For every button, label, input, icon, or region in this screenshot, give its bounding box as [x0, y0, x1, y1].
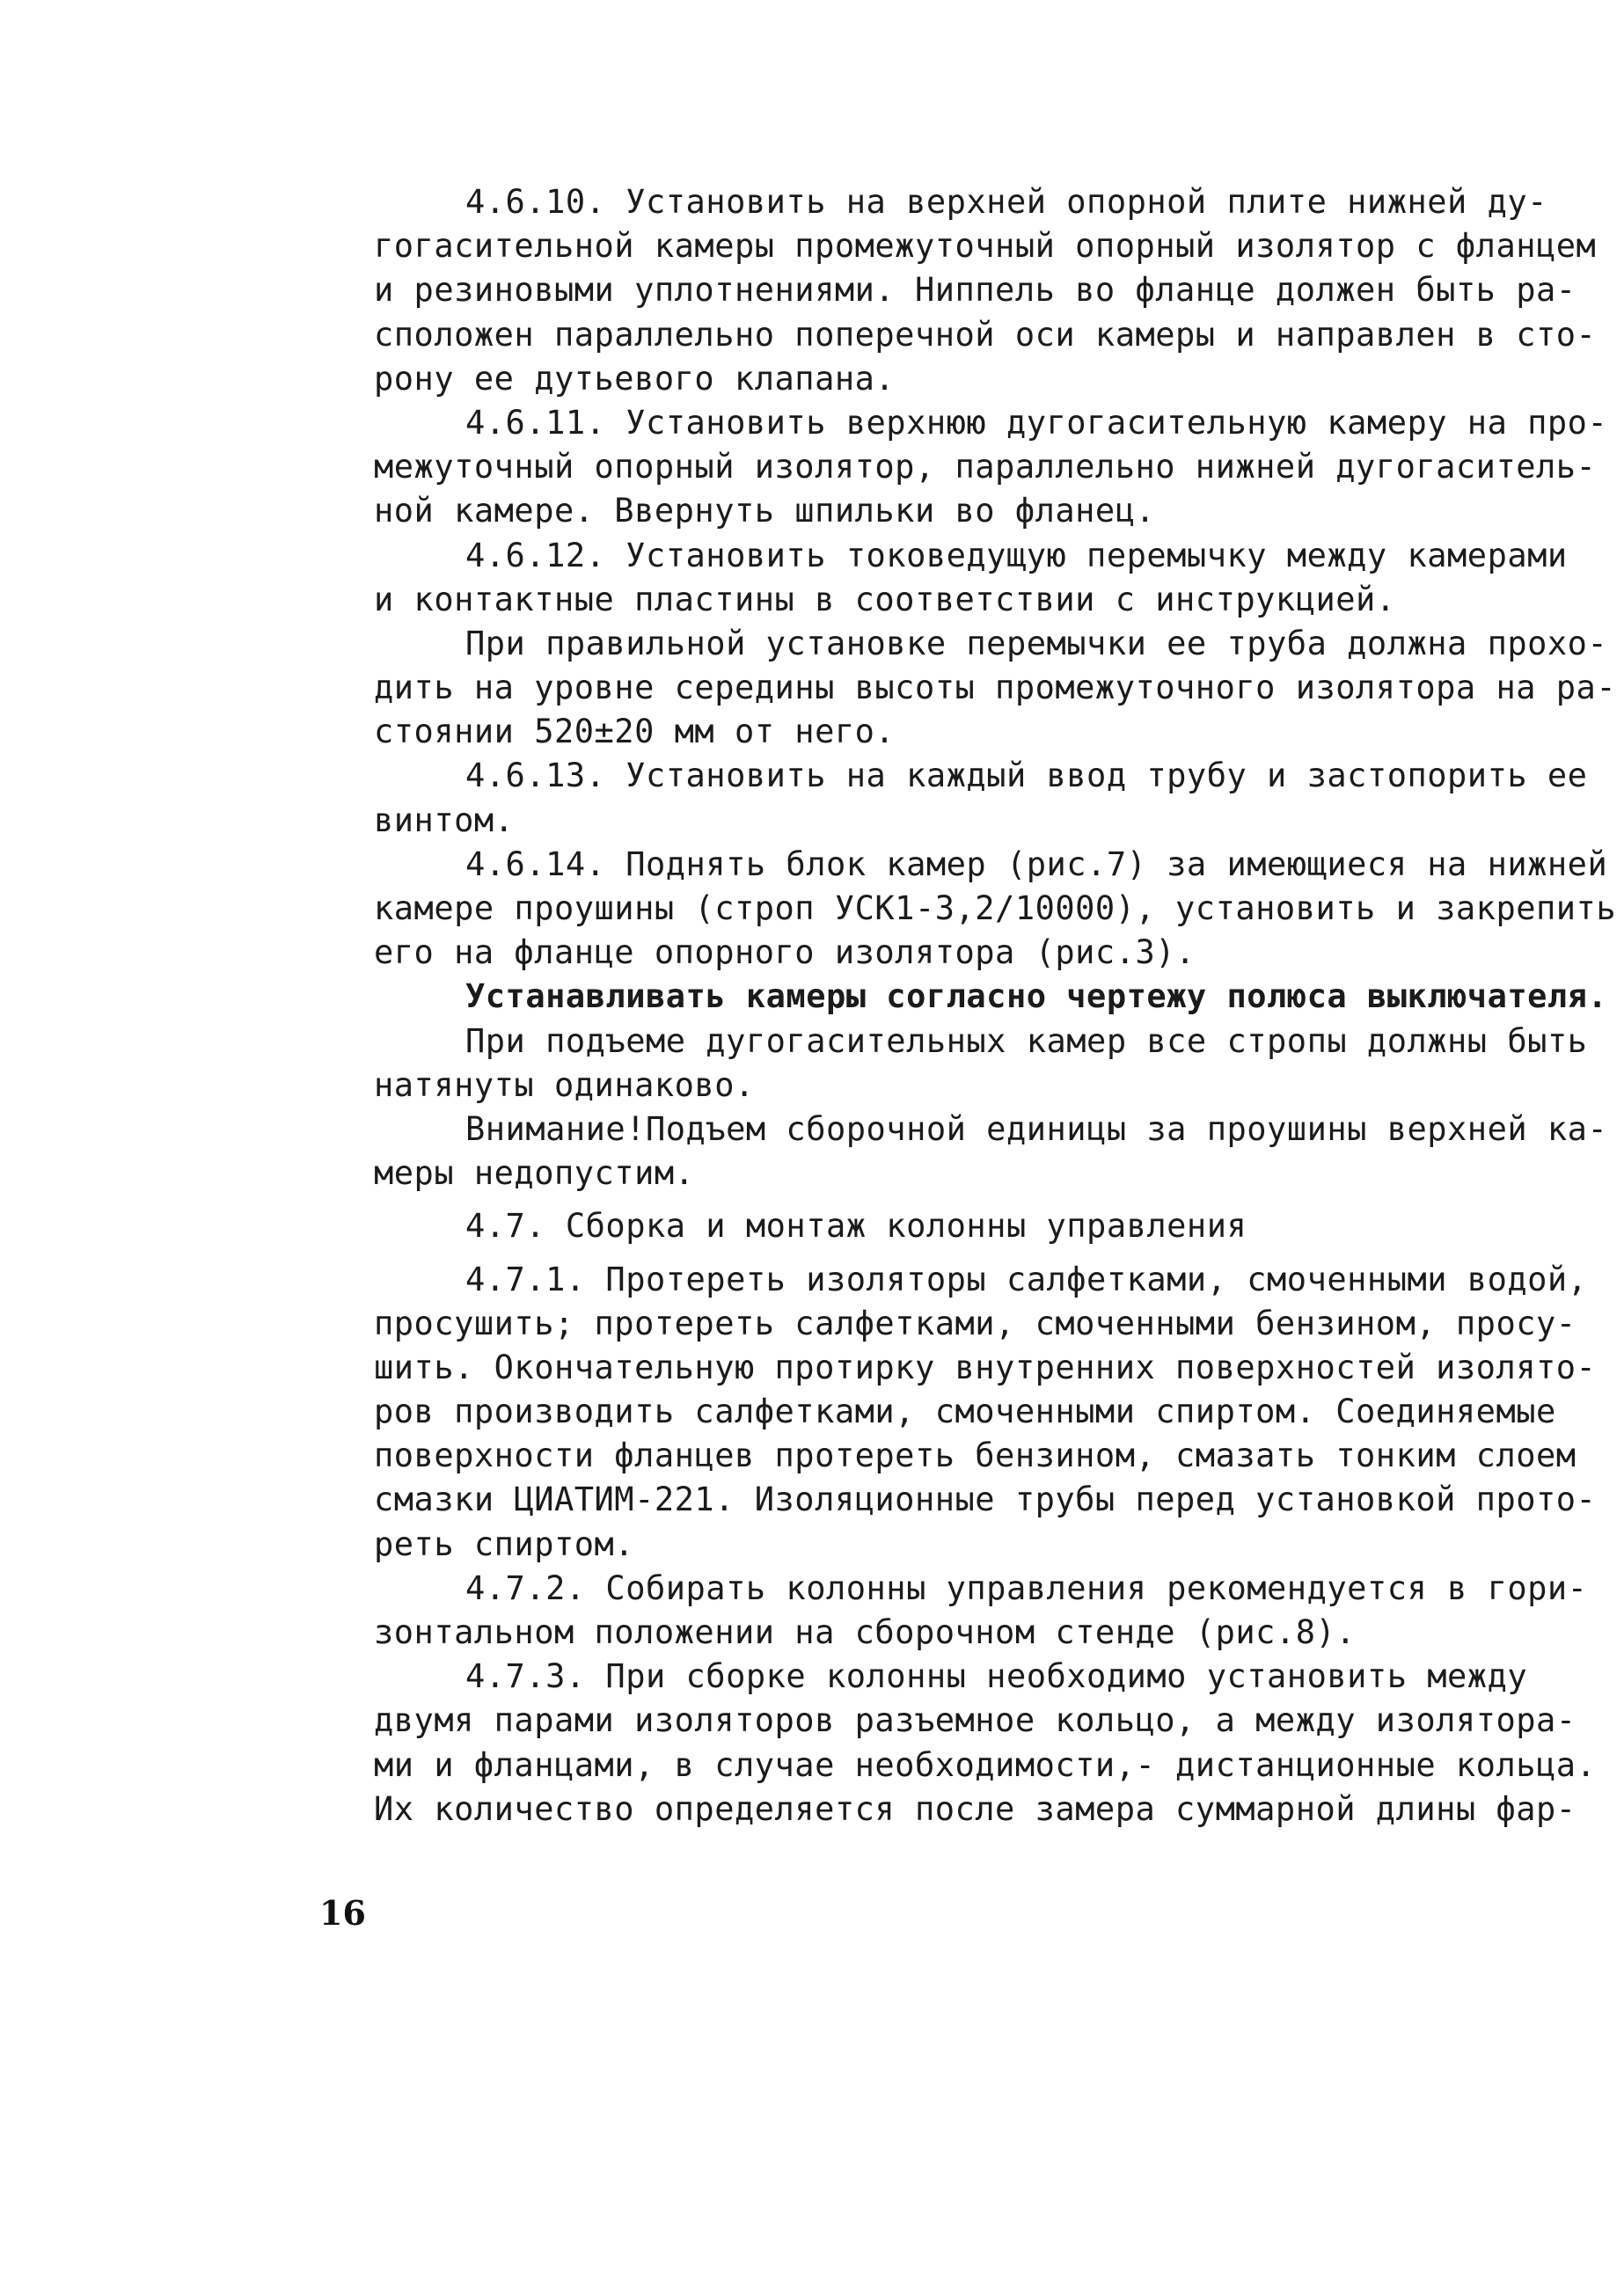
paragraph-4-6-11-line: межуточный опорный изолятор, параллельно нижней дугогаситель- [374, 448, 1597, 486]
paragraph-4-7-1-line: 4.7.1. Протереть изоляторы салфетками, смоченными водой, [465, 1260, 1588, 1298]
paragraph-4-6-11-line: ной камере. Ввернуть шпильки во фланец. [374, 492, 1156, 530]
paragraph-jumper-line: При правильной установке перемычки ее труба должна прохо- [465, 624, 1608, 662]
paragraph-jumper-line: дить на уровне середины высоты промежуточного изолятора на ра- [374, 669, 1617, 707]
paragraph-4-7-3-line: 4.7.3. При сборке колонны необходимо установить между [465, 1657, 1528, 1696]
paragraph-4-7-3-line: Их количество определяется после замера суммарной длины фар- [374, 1789, 1576, 1828]
section-heading-4-7: 4.7. Сборка и монтаж колонны управления [465, 1207, 1247, 1246]
instruction-bold-line: Устанавливать камеры согласно чертежу полюса выключателя. [465, 977, 1608, 1016]
paragraph-4-7-1-line: поверхности фланцев протереть бензином, смазать тонким слоем [374, 1437, 1576, 1475]
paragraph-4-6-14-line: камере проушины (строп УСК1-3,2/10000), установить и закрепить [374, 889, 1617, 927]
paragraph-4-7-3-line: двумя парами изоляторов разъемное кольцо, а между изолятора- [374, 1701, 1576, 1740]
paragraph-4-7-2-line: 4.7.2. Собирать колонны управления рекомендуется в гори- [465, 1568, 1588, 1607]
paragraph-4-6-13-line: винтом. [374, 801, 515, 839]
paragraph-4-7-3-line: ми и фланцами, в случае необходимости,- дистанционные кольца. [374, 1745, 1597, 1784]
page-number: 16 [319, 1893, 366, 1933]
paragraph-4-7-1-line: шить. Окончательную протирку внутренних поверхностей изолято- [374, 1348, 1597, 1386]
paragraph-4-6-12-line: и контактные пластины в соответствии с инструкцией. [374, 580, 1396, 618]
paragraph-4-6-10-line: гогасительной камеры промежуточный опорный изолятор с фланцем [374, 227, 1597, 266]
paragraph-4-6-10-line: сположен параллельно поперечной оси камеры и направлен в сто- [374, 315, 1597, 354]
paragraph-4-6-13-line: 4.6.13. Установить на каждый ввод трубу и застопорить ее [465, 757, 1588, 795]
paragraph-4-6-14-line: его на фланце опорного изолятора (рис.3). [374, 933, 1196, 972]
paragraph-4-6-12-line: 4.6.12. Установить токоведущую перемычку между камерами [465, 536, 1568, 574]
paragraph-jumper-line: стоянии 520±20 мм от него. [374, 713, 896, 751]
paragraph-4-7-1-line: просушить; протереть салфетками, смоченными бензином, просу- [374, 1304, 1576, 1342]
paragraph-4-6-14-line: 4.6.14. Поднять блок камер (рис.7) за имеющиеся на нижней [465, 845, 1608, 883]
body-text [374, 180, 1617, 1832]
paragraph-4-6-10-line: и резиновыми уплотнениями. Ниппель во фланце должен быть ра- [374, 271, 1576, 310]
paragraph-4-7-1-line: реть спиртом. [374, 1525, 635, 1563]
paragraph-4-7-1-line: смазки ЦИАТИМ-221. Изоляционные трубы перед установкой прото- [374, 1481, 1597, 1519]
paragraph-lifting-line: натянуты одинаково. [374, 1065, 755, 1104]
paragraph-4-6-11-line: 4.6.11. Установить верхнюю дугогасительную камеру на про- [465, 403, 1608, 442]
paragraph-4-7-2-line: зонтальном положении на сборочном стенде (рис.8). [374, 1613, 1357, 1651]
paragraph-4-6-10-line: рону ее дутьевого клапана. [374, 359, 896, 398]
paragraph-lifting-line: При подъеме дугогасительных камер все стропы должны быть [465, 1021, 1588, 1060]
warning-line: меры недопустим. [374, 1154, 695, 1193]
paragraph-4-7-1-line: ров производить салфетками, смоченными спиртом. Соединяемые [374, 1393, 1556, 1431]
paragraph-4-6-10-line: 4.6.10. Установить на верхней опорной плите нижней ду- [465, 183, 1547, 221]
warning-line: Внимание!Подъем сборочной единицы за проушины верхней ка- [465, 1109, 1608, 1148]
